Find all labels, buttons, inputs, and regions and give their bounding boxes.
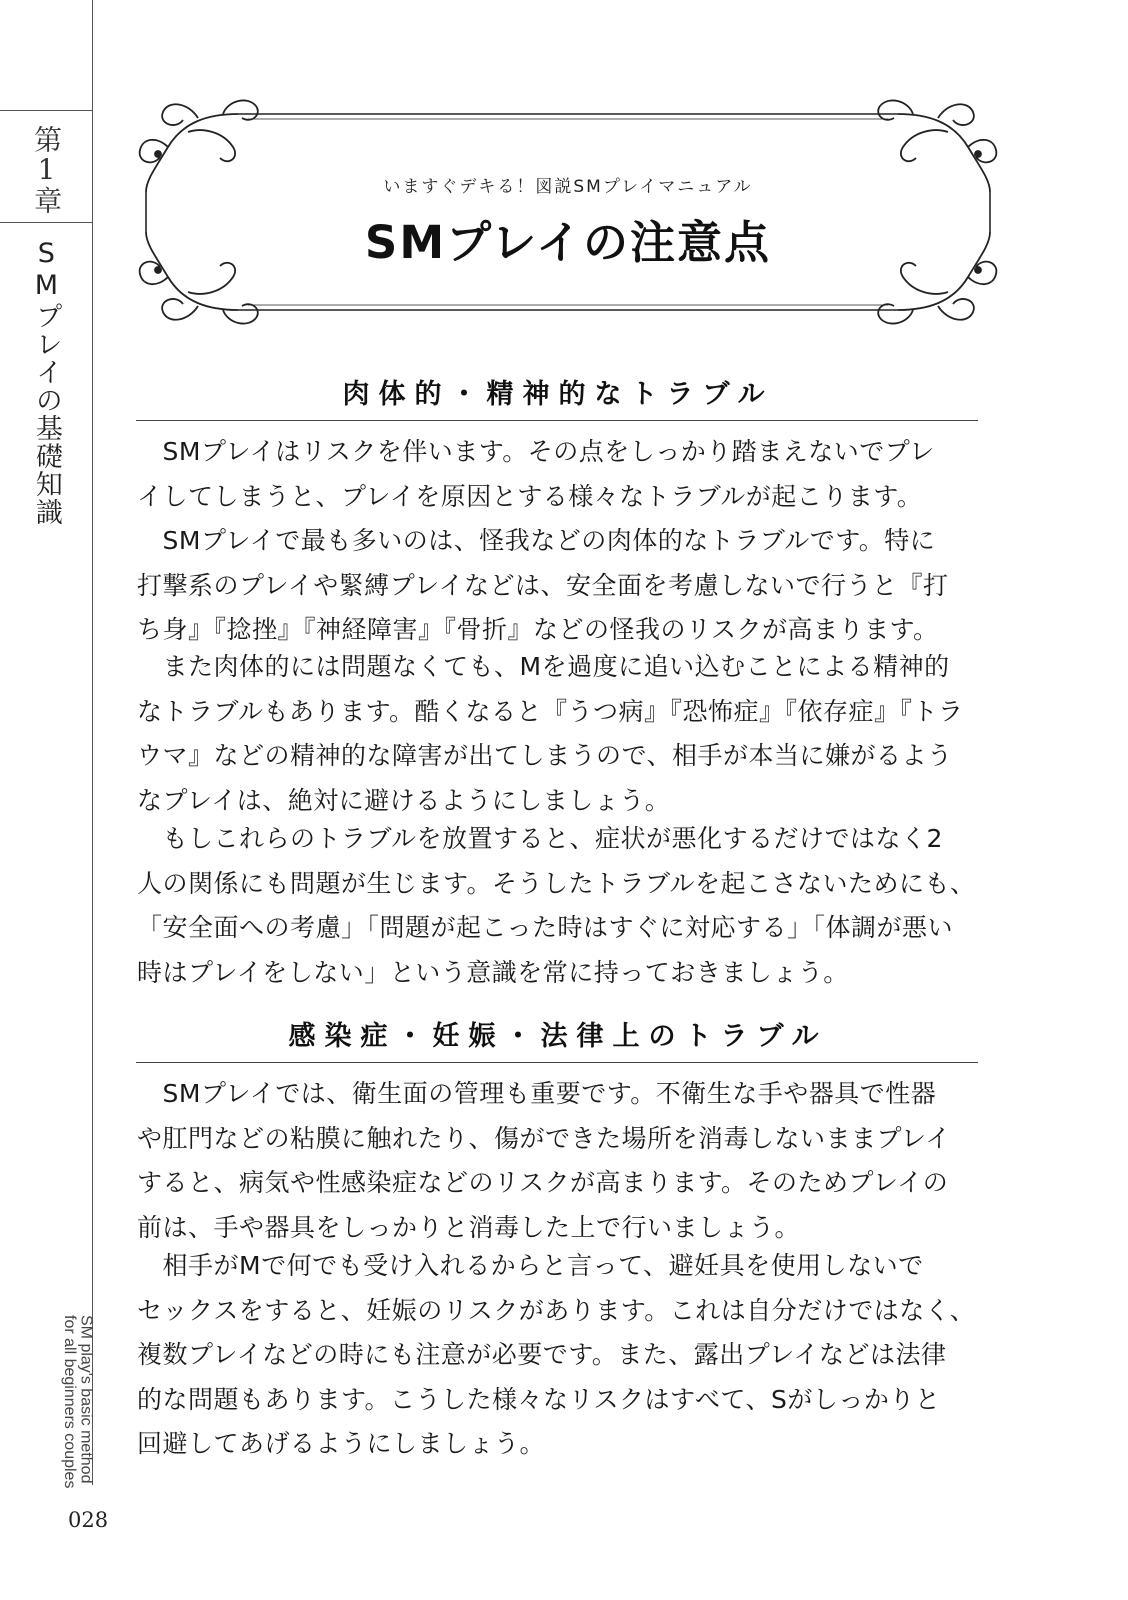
paragraph	[137, 1072, 979, 1250]
text-line: セックスをすると、妊娠のリスクがあります。これは自分だけではなく、	[137, 1295, 976, 1325]
margin-divider-middle	[0, 222, 92, 223]
margin-vertical-rule	[92, 0, 93, 1485]
text-line: すると、病気や性感染症などのリスクが高まります。そのためプレイの	[137, 1168, 949, 1197]
text-line: SMプレイはリスクを伴います。その点をしっかり踏まえないでプレ	[137, 437, 935, 466]
frame-subtitle: いますぐデキる！図説SMプレイマニュアル	[383, 177, 753, 197]
text-line: もしこれらのトラブルを放置すると、症状が悪化するだけではなく2	[137, 824, 943, 853]
page-number: 028	[68, 1508, 109, 1532]
text-line: 「安全面への考慮」「問題が起こった時はすぐに対応する」「体調が悪い	[137, 913, 954, 942]
english-subtitle-line-1: SM play's basic method	[77, 1315, 95, 1484]
text-line: 的な問題もあります。こうした様々なリスクはすべて、Sがしっかりと	[137, 1384, 941, 1414]
text-line: また肉体的には問題なくても、Mを過度に追い込むことによる精神的	[137, 652, 950, 681]
text-line: 相手がMで何でも受け入れるからと言って、避妊具を使用しないで	[137, 1251, 924, 1280]
text-line: なトラブルもあります。酷くなると『うつ病』『恐怖症』『依存症』『トラ	[137, 696, 964, 726]
text-line: 時はプレイをしない」という意識を常に持っておきましょう。	[137, 957, 849, 987]
text-line: 複数プレイなどの時にも注意が必要です。また、露出プレイなどは法律	[137, 1340, 947, 1369]
paragraph	[137, 430, 979, 519]
text-line: 人の関係にも問題が生じます。そうしたトラブルを起こさないためにも、	[137, 868, 976, 898]
text-line: SMプレイでは、衛生面の管理も重要です。不衛生な手や器具で性器	[137, 1079, 937, 1108]
title-frame	[128, 92, 1008, 332]
paragraph	[137, 645, 979, 823]
paragraph	[137, 817, 979, 995]
text-line: ち身』『捻挫』『神経障害』『骨折』などの怪我のリスクが高まります。	[137, 615, 939, 644]
page-title: SMプレイの注意点	[364, 216, 772, 269]
section-underline-1	[136, 420, 978, 421]
section-underline-2	[136, 1062, 978, 1063]
section-heading-1: 肉体的・精神的なトラブル	[342, 379, 774, 410]
paragraph	[137, 519, 979, 653]
text-line: 打撃系のプレイや緊縛プレイなどは、安全面を考慮しないで行うと『打	[137, 570, 949, 600]
text-line: 前は、手や器具をしっかりと消毒した上で行いましょう。	[137, 1212, 801, 1242]
text-line: イしてしまうと、プレイを原因とする様々なトラブルが起こります。	[137, 481, 923, 511]
text-line: SMプレイで最も多いのは、怪我などの肉体的なトラブルです。特に	[137, 526, 936, 555]
english-subtitle	[60, 1315, 95, 1489]
section-label: SMプレイの基礎知識	[30, 238, 62, 526]
margin-divider-top	[0, 110, 92, 111]
text-line: 回避してあげるようにしましょう。	[137, 1429, 546, 1458]
paragraph	[137, 1244, 979, 1467]
text-line: や肛門などの粘膜に触れたり、傷ができた場所を消毒しないままプレイ	[137, 1123, 951, 1153]
text-line: ウマ』などの精神的な障害が出てしまうので、相手が本当に嫌がるよう	[137, 741, 953, 770]
chapter-label: 第1章	[30, 124, 64, 214]
english-subtitle-line-2: for all beginners couples	[60, 1315, 78, 1489]
section-heading-2: 感染症・妊娠・法律上のトラブル	[288, 1021, 828, 1052]
text-line: なプレイは、絶対に避けるようにしましょう。	[137, 785, 671, 815]
